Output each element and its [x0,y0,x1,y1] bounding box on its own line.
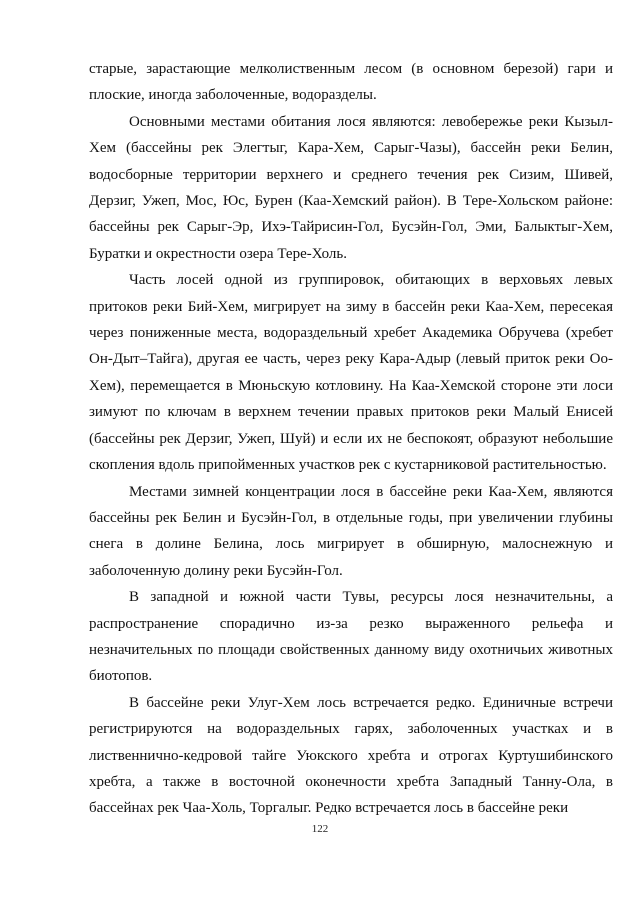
page-number: 122 [311,823,329,835]
paragraph-habitats: Основными местами обитания лося являются: левобережье реки Кызыл-Хем (бассейны рек Элегтыг, Кара-Хем, Сарыг-Чазы), бассейн реки Белин, водосборные территории верхнего и среднего течения рек Сизим, Шивей, Дерзиг, Ужеп, Мос, Юс, Бурен (Каа-Хемский район). В Тере-Хольском районе: бассейны рек Сарыг-Эр, Ихэ-Тайрисин-Гол, Бусэйн-Гол, Эми, Балыктыг-Хем, Буратки и окрестности озера Тере-Холь. [89,113,613,262]
paragraph-ulug-khem: В бассейне реки Улуг-Хем лось встречается редко. Единичные встречи регистрируются на водораздельных гарях, заболоченных участках и в лиственнично-кедровой тайге Уюкского хребта и отрогах Куртушибинского хребта, а также в восточной оконечности хребта Западный Танну-Ола, в бассейнах рек Чаа-Холь, Торгалыг. Редко встречается лось в бассейне реки [89,694,613,817]
paragraph-winter-concentration: Местами зимней концентрации лося в бассейне реки Каа-Хем, являются бассейны рек Белин и Бусэйн-Гол, в отдельные годы, при увеличении глубины снега в долине Белина, лось мигрирует в обширную, малоснежную и заболоченную долину реки Бусэйн-Гол. [89,483,613,579]
paragraph-migration: Часть лосей одной из группировок, обитающих в верховьях левых притоков реки Бий-Хем, мигрирует на зиму в бассейн реки Каа-Хем, пересекая через пониженные места, водораздельный хребет Академика Обручева (хребет Он-Дыт–Тайга), другая ее часть, через реку Кара-Адыр (левый приток реки Оо-Хем), перемещается в Мюньскую котловину. На Каа-Хемской стороне эти лоси зимуют по ключам в верхнем течении правых притоков реки Малый Енисей (бассейны рек Дерзиг, Ужеп, Шуй) и если их не беспокоят, образуют небольшие скопления вдоль припойменных участков рек с кустарниковой растительностью. [89,272,613,474]
body-text [89,56,613,822]
paragraph-continuation: старые, зарастающие мелколиственным лесом (в основном березой) гари и плоские, иногда заболоченные, водоразделы. [89,61,613,104]
paragraph-west-south: В западной и южной части Тувы, ресурсы лося незначительны, а распространение спорадично из-за резко выраженного рельефа и незначительных по площади свойственных данному виду охотничьих животных биотопов. [89,589,613,685]
